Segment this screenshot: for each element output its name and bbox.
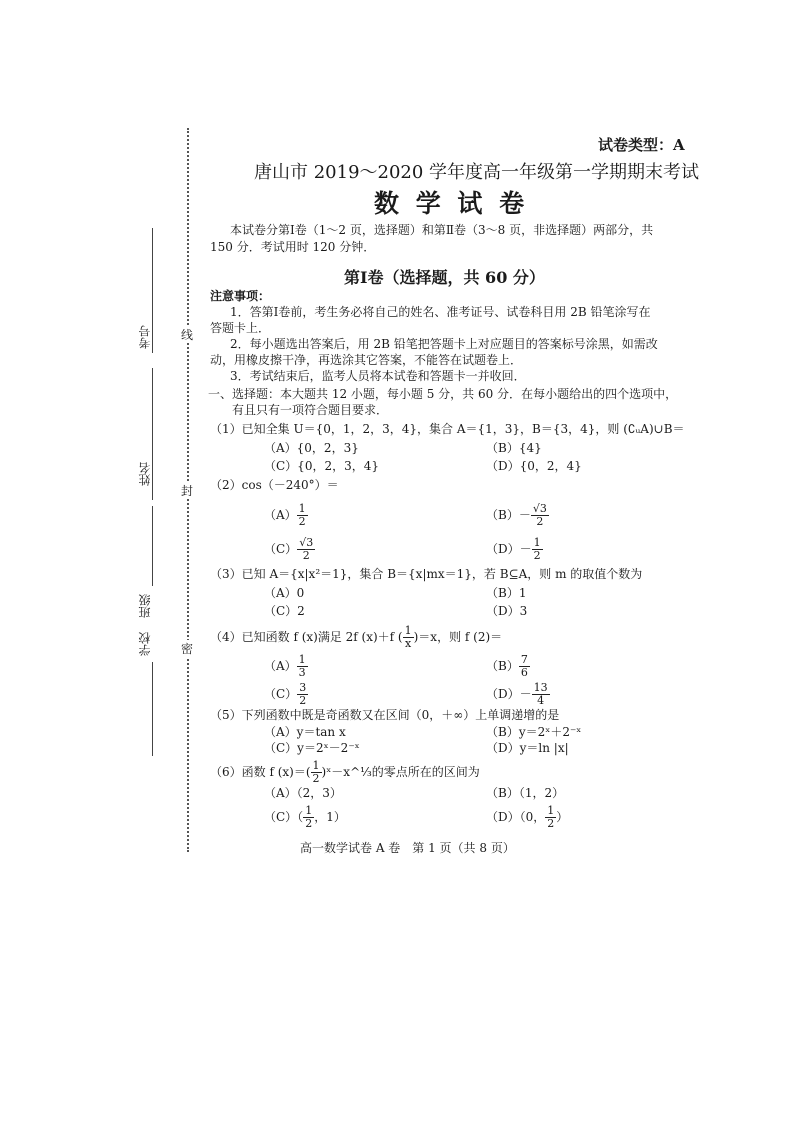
q1-stem: （1）已知全集 U＝{0，1，2，3，4}，集合 A＝{1，3}，B＝{3，4}，则 (∁ᵤA)∪B＝ (210, 422, 685, 436)
q2-option-d: （D）－ $\frac{1}{2}$ (486, 536, 541, 562)
subject-title: 数 学 试 卷 (374, 189, 529, 218)
note-1b: 答题卡上． (210, 321, 271, 335)
notes-heading: 注意事项： (210, 289, 271, 303)
q4-option-d: （D）－ $\frac{13}{4}$ (486, 681, 548, 707)
q5-stem: （5）下列函数中既是奇函数又在区间（0，＋∞）上单调递增的是 (210, 708, 560, 722)
q2-option-c: （C） $\frac{√3}{2}$ (264, 536, 314, 562)
seal-seal-char: 封 (181, 484, 194, 498)
q1-option-a: （A）{0，2，3} (264, 441, 359, 455)
q6-option-b: （B）（1，2） (486, 786, 565, 800)
school-line (152, 662, 153, 756)
q5-option-c: （C）y＝2ˣ－2⁻ˣ (264, 741, 360, 755)
note-2a: 2．每小题选出答案后，用 2B 铅笔把答题卡上对应题目的答案标号涂黑，如需改 (230, 337, 658, 351)
q2-stem: （2）cos（－240°）＝ (210, 478, 339, 492)
q6-option-d: （D）（0， $\frac{1}{2}$ ） (486, 804, 569, 830)
note-2b: 动，用橡皮擦干净，再选涂其它答案，不能答在试题卷上． (210, 353, 523, 367)
q6-option-a: （A）（2，3） (264, 786, 342, 800)
q6-stem: （6）函数 f (x)＝( $\frac{1}{2}$ )ˣ－x^⅓的零点所在的区间为 (210, 759, 480, 785)
q2-option-b: （B）－ $\frac{√3}{2}$ (486, 502, 547, 528)
q3-option-c: （C）2 (264, 604, 305, 618)
seal-secret-char: 密 (181, 642, 194, 656)
exam-no-label: 考号 (138, 325, 152, 349)
q3-option-d: （D）3 (486, 604, 528, 618)
seal-line-char: 线 (181, 328, 194, 342)
q2-option-a: （A） $\frac{1}{2}$ (264, 502, 306, 528)
note-3: 3．考试结束后，监考人员将本试卷和答题卡一并收回． (230, 369, 526, 383)
q1-option-b: （B）{4} (486, 441, 542, 455)
class-line (152, 506, 153, 586)
name-label: 姓名 (138, 462, 152, 486)
q3-option-b: （B）1 (486, 586, 527, 600)
q3-stem: （3）已知 A＝{x|x²＝1}，集合 B＝{x|mx＝1}，若 B⊆A，则 m 的取值个数为 (210, 567, 643, 581)
intro-line-1: 本试卷分第Ⅰ卷（1～2 页，选择题）和第Ⅱ卷（3～8 页，非选择题）两部分，共 (230, 223, 654, 237)
q5-option-b: （B）y＝2ˣ＋2⁻ˣ (486, 725, 582, 739)
part1-line-1: 一、选择题：本大题共 12 小题，每小题 5 分，共 60 分．在每小题给出的四个选项中， (208, 387, 678, 401)
q1-option-d: （D）{0，2，4} (486, 459, 582, 473)
class-label: 班级 (138, 594, 152, 618)
q4-option-c: （C） $\frac{3}{2}$ (264, 681, 307, 707)
q4-stem: （4）已知函数 f (x)满足 2f (x)＋f ( $\frac{1}{x}$ )＝x，则 f (2)＝ (210, 624, 503, 650)
part1-line-2: 有且只有一项符合题目要求． (232, 403, 389, 417)
section-title: 第Ⅰ卷（选择题，共 60 分） (344, 268, 545, 287)
q4-option-a: （A） $\frac{1}{3}$ (264, 653, 306, 679)
page-footer: 高一数学试卷 A 卷 第 1 页（共 8 页） (300, 841, 515, 855)
q4-option-b: （B） $\frac{7}{6}$ (486, 653, 528, 679)
exam-title: 唐山市 2019～2020 学年度高一年级第一学期期末考试 (254, 162, 700, 183)
paper-type: 试卷类型：A (598, 136, 685, 154)
note-1a: 1．答第Ⅰ卷前，考生务必将自己的姓名、准考证号、试卷科目用 2B 铅笔涂写在 (230, 305, 651, 319)
school-label: 学校 (138, 632, 152, 656)
q5-option-a: （A）y＝tan x (264, 725, 346, 739)
q6-option-c: （C）（ $\frac{1}{2}$ ，1） (264, 804, 346, 830)
intro-line-2: 150 分．考试用时 120 分钟． (210, 240, 376, 254)
q3-option-a: （A）0 (264, 586, 305, 600)
q1-option-c: （C）{0，2，3，4} (264, 459, 379, 473)
q5-option-d: （D）y＝ln |x| (486, 741, 569, 755)
